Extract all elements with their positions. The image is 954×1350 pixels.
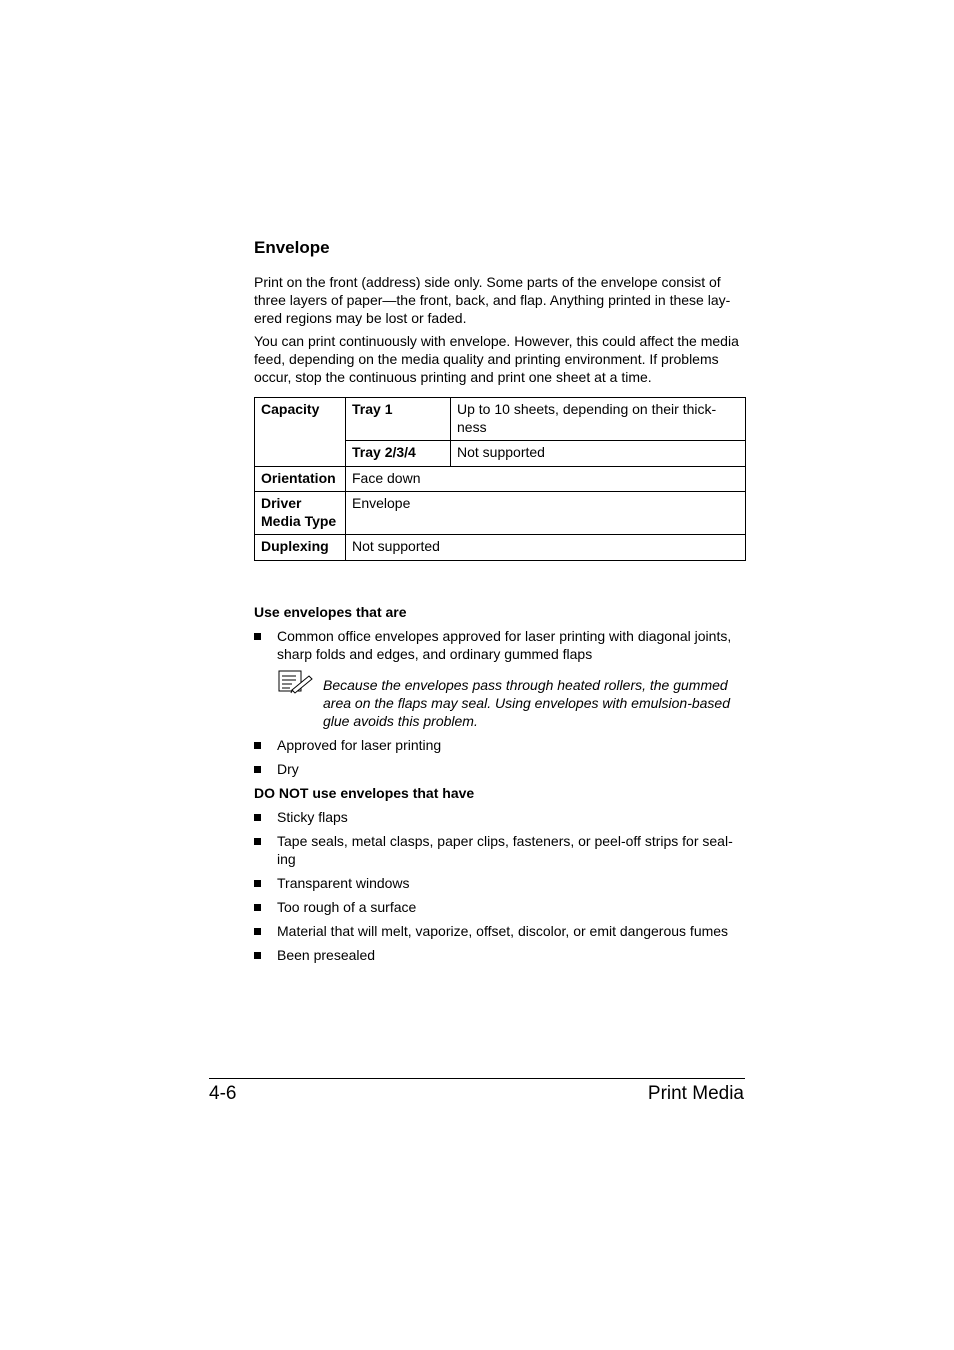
- list-item-text: Approved for laser printing: [277, 737, 442, 753]
- list-item-text: Dry: [277, 761, 299, 777]
- list-item-text: Transparent windows: [277, 875, 410, 891]
- driver-label-line2: Media Type: [261, 512, 337, 529]
- tray234-label: Tray 2/3/4: [346, 441, 451, 467]
- table-row: [255, 492, 746, 535]
- list-item: [254, 947, 749, 965]
- note-text: Because the envelopes pass through heated rollers, the gummed area on the flaps may seal. Using envelopes with emulsion-based glue avoids this problem.: [323, 677, 731, 729]
- bullet-square-icon: [254, 928, 261, 935]
- note-pencil-icon: [278, 670, 314, 694]
- list-item: [254, 809, 749, 827]
- list-item-text: Material that will melt, vaporize, offset, discolor, or emit dangerous fumes: [277, 923, 729, 939]
- do-not-use-heading: DO NOT use envelopes that have: [254, 785, 475, 801]
- bullet-square-icon: [254, 766, 261, 773]
- table-row: [255, 535, 746, 561]
- list-item: [254, 875, 749, 893]
- list-item-text: Too rough of a surface: [277, 899, 417, 915]
- bullet-square-icon: [254, 904, 261, 911]
- tray234-value: Not supported: [451, 441, 746, 467]
- list-item: [254, 761, 749, 779]
- list-item-text: Been presealed: [277, 947, 376, 963]
- list-item: [254, 923, 749, 941]
- duplexing-value: Not supported: [346, 535, 746, 561]
- list-item: [254, 899, 749, 917]
- capacity-label: Capacity: [255, 398, 346, 467]
- list-item-text: Sticky flaps: [277, 809, 348, 825]
- tray1-value: Up to 10 sheets, depending on their thick-ness: [451, 398, 746, 441]
- bullet-square-icon: [254, 814, 261, 821]
- bullet-square-icon: [254, 880, 261, 887]
- orientation-label: Orientation: [255, 466, 346, 492]
- table-row: [255, 466, 746, 492]
- envelope-spec-table: [254, 397, 746, 561]
- list-item: [254, 737, 749, 755]
- page-number: 4-6: [209, 1083, 237, 1104]
- tray1-label: Tray 1: [346, 398, 451, 441]
- duplexing-label: Duplexing: [255, 535, 346, 561]
- list-item-text: Tape seals, metal clasps, paper clips, fasteners, or peel-off strips for seal-ing: [277, 833, 733, 867]
- continuous-print-paragraph: You can print continuously with envelope. However, this could affect the media feed, depending on the media quality and printing environment. If problems occur, stop the continuous printing and print one sheet at a time.: [254, 333, 739, 385]
- list-item-text: Common office envelopes approved for laser printing with diagonal joints, sharp folds and edges, and ordinary gummed flaps: [277, 628, 732, 662]
- driver-media-type-label: [255, 492, 346, 535]
- chapter-title: Print Media: [647, 1083, 744, 1104]
- orientation-value: Face down: [346, 466, 746, 492]
- driver-media-type-value: Envelope: [346, 492, 746, 535]
- footer-rule: [209, 1078, 745, 1079]
- use-envelopes-heading: Use envelopes that are: [254, 604, 407, 620]
- table-row: [255, 398, 746, 441]
- bullet-square-icon: [254, 838, 261, 845]
- bullet-square-icon: [254, 952, 261, 959]
- list-item: [254, 833, 749, 869]
- intro-paragraph: Print on the front (address) side only. Some parts of the envelope consist of three layers of paper—the front, back, and flap. Anything printed in these lay-ered regions may be lost or faded.: [254, 274, 731, 326]
- driver-label-line1: Driver: [261, 495, 302, 511]
- bullet-square-icon: [254, 742, 261, 749]
- list-item: [254, 628, 749, 664]
- section-title: Envelope: [254, 238, 330, 257]
- bullet-square-icon: [254, 633, 261, 640]
